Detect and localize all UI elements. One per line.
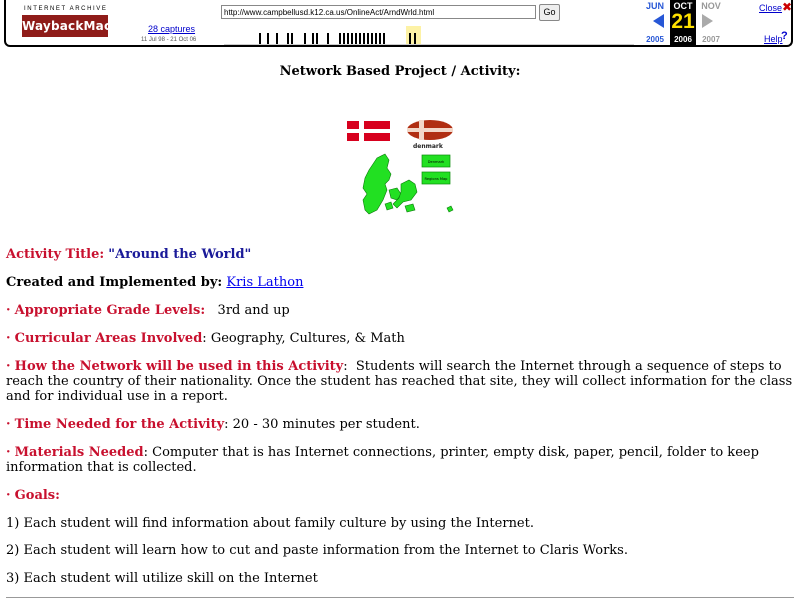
prev-capture-arrow-icon[interactable]	[653, 14, 664, 28]
denmark-ball-icon	[407, 120, 453, 140]
next-year: 2007	[702, 35, 720, 44]
sparkline-bar	[379, 33, 381, 44]
materials-value: Computer that is has Internet connections, printer, empty disk, paper, pencil, folder to keep information that is collected.	[6, 445, 759, 475]
goal-item: 3) Each student will utilize skill on the Internet	[6, 571, 318, 586]
materials-bullet: ·	[6, 445, 11, 460]
sparkline-bar	[267, 33, 269, 44]
wayback-logo-top: INTERNET ARCHIVE	[24, 6, 108, 12]
activity-title-label: Activity Title:	[6, 247, 105, 262]
sparkline-bar	[414, 33, 416, 44]
sparkline-bar	[355, 33, 357, 44]
sparkline-bar	[351, 33, 353, 44]
sparkline-bar	[312, 33, 314, 44]
grade-value: 3rd and up	[217, 303, 290, 318]
time-bullet: ·	[6, 417, 11, 432]
regions-map-button-label: Regions Map	[424, 177, 448, 181]
close-icon[interactable]: ✖	[782, 0, 793, 14]
go-button[interactable]: Go	[539, 4, 560, 21]
denmark-flag-icon	[347, 121, 390, 141]
sparkline-bar	[371, 33, 373, 44]
sparkline-bar	[343, 33, 345, 44]
capture-date-range: 11 Jul 98 - 21 Oct 06	[141, 37, 197, 43]
prev-year-link[interactable]: 2005	[646, 35, 664, 44]
created-line	[6, 275, 796, 290]
goal-item: 2) Each student will learn how to cut and paste information from the Internet to Claris Works.	[6, 543, 628, 558]
sparkline-bar	[375, 33, 377, 44]
close-link[interactable]: Close	[759, 3, 783, 13]
time-line: · Time Needed for the Activity: 20 - 30 minutes per student.	[6, 417, 420, 432]
curricular-bullet: ·	[6, 331, 11, 346]
wayback-calendar	[639, 0, 729, 45]
curricular-label: Curricular Areas Involved	[14, 331, 203, 346]
goals-bullet: ·	[6, 488, 11, 503]
current-month: OCT	[673, 1, 693, 11]
help-icon[interactable]: ?	[781, 30, 788, 42]
wayback-logo-main: WaybackMachine	[22, 15, 108, 37]
help-link[interactable]: Help	[764, 34, 783, 44]
next-capture-arrow-icon	[702, 14, 713, 28]
goals-line: · Goals:	[6, 488, 60, 503]
prev-month-link[interactable]: JUN	[645, 1, 664, 11]
sparkline-bar	[409, 33, 411, 44]
goal-item: 1) Each student will find information about family culture by using the Internet.	[6, 516, 534, 531]
network-label: How the Network will be used in this Activity	[14, 359, 344, 374]
sparkline-bar	[339, 33, 341, 44]
sparkline-bar	[276, 33, 278, 44]
network-value: Students will search the Internet through a sequence of steps to reach the country of their nationality. Once the student has reached that site, they will collect information for the class and for individual use in a report.	[6, 359, 793, 404]
created-label: Created and Implemented by:	[6, 275, 223, 290]
denmark-graphic[interactable]	[345, 118, 460, 220]
network-bullet: ·	[6, 359, 11, 374]
sparkline-bar	[287, 33, 289, 44]
materials-line: · Materials Needed: Computer that is has Internet connections, printer, empty disk, paper, pencil, folder to keep information that is collected.	[6, 445, 759, 475]
author-link[interactable]: Kris Lathon	[226, 275, 304, 290]
activity-title-line	[6, 247, 796, 262]
materials-label: Materials Needed	[14, 445, 144, 460]
grade-label: Appropriate Grade Levels	[14, 303, 201, 318]
sparkline-bar	[304, 33, 306, 44]
grade-bullet: ·	[6, 303, 11, 318]
regions-map-button[interactable]	[422, 172, 450, 184]
sparkline-bar	[363, 33, 365, 44]
denmark-button[interactable]	[422, 155, 450, 167]
sparkline-bar	[259, 33, 261, 44]
sparkline-bar	[327, 33, 329, 44]
sparkline-bar	[347, 33, 349, 44]
sparkline-bar	[291, 33, 293, 44]
sparkline-bar	[316, 33, 318, 44]
next-month: NOV	[701, 1, 721, 11]
network-line: · How the Network will be used in this Activity: Students will search the Internet through a sequence of steps to reach the country of their nationality. Once the student has reached that site, they will collect information for the class and for individual use in a report.	[6, 359, 793, 404]
divider	[6, 597, 794, 598]
curricular-line: · Curricular Areas Involved: Geography, Cultures, & Math	[6, 331, 405, 346]
sparkline-bar	[359, 33, 361, 44]
country-label: denmark	[413, 143, 443, 150]
goals-label: Goals	[14, 488, 56, 503]
captures-link[interactable]: 28 captures	[148, 24, 196, 34]
wayback-toolbar	[4, 0, 793, 47]
time-value: 20 - 30 minutes per student.	[232, 417, 420, 432]
current-year: 2006	[674, 35, 692, 44]
denmark-button-label: Denmark	[427, 160, 445, 164]
sparkline-bar	[383, 33, 385, 44]
curricular-value: Geography, Cultures, & Math	[210, 331, 405, 346]
sparkline-bar	[367, 33, 369, 44]
wayback-logo[interactable]	[20, 4, 142, 40]
time-label: Time Needed for the Activity	[14, 417, 225, 432]
activity-title-value: "Around the World"	[108, 247, 252, 262]
capture-sparkline[interactable]	[224, 26, 634, 45]
page-title: Network Based Project / Activity:	[279, 64, 521, 79]
grade-levels-line: · Appropriate Grade Levels: 3rd and up	[6, 303, 290, 318]
wayback-url-input[interactable]: http://www.campbellusd.k12.ca.us/OnlineAct/ArndWrld.html	[221, 5, 536, 19]
current-day: 21	[671, 10, 695, 33]
